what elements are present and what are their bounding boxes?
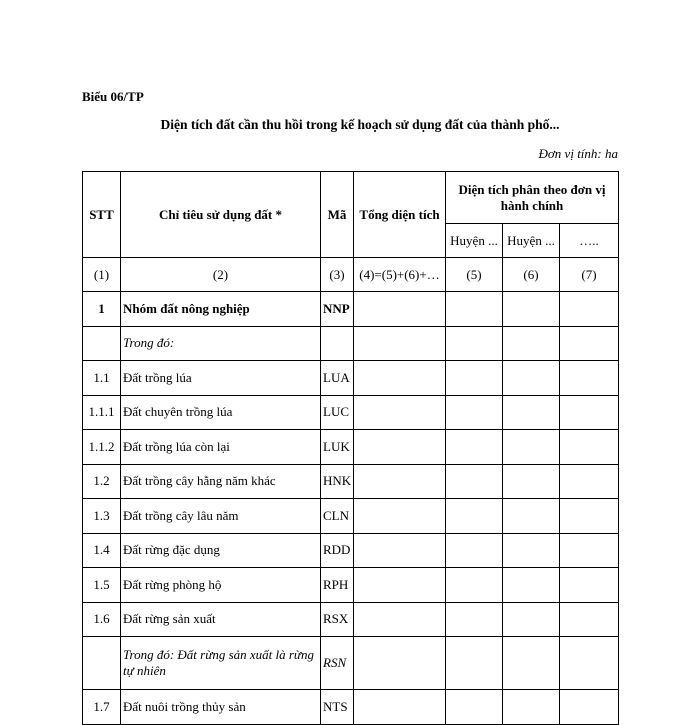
row-district-cell <box>446 499 503 534</box>
row-code: NTS <box>321 690 354 725</box>
row-district-cell <box>503 430 560 465</box>
row-indicator: Đất nuôi trồng thủy sản <box>121 690 321 725</box>
row-stt: 1.1.1 <box>83 395 121 430</box>
row-stt: 1.7 <box>83 690 121 725</box>
form-code: Biểu 06/TP <box>82 89 144 104</box>
row-district-cell <box>446 533 503 568</box>
table-row <box>83 568 619 603</box>
row-district-cell <box>446 395 503 430</box>
table-row <box>83 361 619 396</box>
row-stt: 1.2 <box>83 464 121 499</box>
row-total-cell <box>354 568 446 603</box>
row-district-cell <box>503 326 560 361</box>
row-district-cell <box>503 292 560 327</box>
row-code: LUK <box>321 430 354 465</box>
row-code: NNP <box>321 292 354 327</box>
row-total-cell <box>354 326 446 361</box>
table-row <box>83 602 619 637</box>
row-district-cell <box>560 326 619 361</box>
row-code: LUC <box>321 395 354 430</box>
row-district-cell <box>446 637 503 690</box>
row-total-cell <box>354 499 446 534</box>
row-code: HNK <box>321 464 354 499</box>
table-row <box>83 690 619 725</box>
header-code: Mã <box>321 172 354 258</box>
table-row <box>83 292 619 327</box>
row-district-cell <box>503 637 560 690</box>
column-number: (2) <box>121 258 321 292</box>
column-number: (5) <box>446 258 503 292</box>
row-total-cell <box>354 690 446 725</box>
row-stt: 1.6 <box>83 602 121 637</box>
row-indicator: Đất rừng đặc dụng <box>121 533 321 568</box>
row-district-cell <box>446 464 503 499</box>
header-district-more: ….. <box>560 224 619 258</box>
row-district-cell <box>446 690 503 725</box>
row-district-cell <box>560 533 619 568</box>
header-district-1: Huyện ... <box>446 224 503 258</box>
row-indicator: Trong đó: Đất rừng sản xuất là rừng tự nhiên <box>121 637 321 690</box>
row-district-cell <box>503 499 560 534</box>
table-row <box>83 326 619 361</box>
land-recovery-table <box>82 171 619 725</box>
row-district-cell <box>446 292 503 327</box>
row-district-cell <box>446 430 503 465</box>
row-district-cell <box>560 602 619 637</box>
row-district-cell <box>503 361 560 396</box>
row-district-cell <box>560 637 619 690</box>
row-district-cell <box>503 464 560 499</box>
header-stt: STT <box>83 172 121 258</box>
row-indicator: Đất rừng sản xuất <box>121 602 321 637</box>
row-total-cell <box>354 361 446 396</box>
row-indicator: Nhóm đất nông nghiệp <box>121 292 321 327</box>
row-district-cell <box>560 292 619 327</box>
header-indicator: Chỉ tiêu sử dụng đất * <box>121 172 321 258</box>
row-total-cell <box>354 602 446 637</box>
row-district-cell <box>560 499 619 534</box>
row-indicator: Trong đó: <box>121 326 321 361</box>
row-district-cell <box>446 602 503 637</box>
document-title: Diện tích đất cần thu hồi trong kế hoạch sử dụng đất của thành phố... <box>160 117 560 132</box>
row-district-cell <box>560 430 619 465</box>
row-code: RSX <box>321 602 354 637</box>
row-stt <box>83 326 121 361</box>
row-stt: 1 <box>83 292 121 327</box>
row-code: CLN <box>321 499 354 534</box>
row-stt: 1.1.2 <box>83 430 121 465</box>
row-district-cell <box>560 568 619 603</box>
row-district-cell <box>560 464 619 499</box>
row-district-cell <box>446 361 503 396</box>
row-district-cell <box>446 326 503 361</box>
row-district-cell <box>446 568 503 603</box>
row-code: RSN <box>321 637 354 690</box>
table-row <box>83 464 619 499</box>
row-total-cell <box>354 637 446 690</box>
row-district-cell <box>503 602 560 637</box>
column-number: (1) <box>83 258 121 292</box>
row-stt: 1.1 <box>83 361 121 396</box>
header-admin-breakdown: Diện tích phân theo đơn vị hành chính <box>446 172 619 224</box>
row-district-cell <box>503 690 560 725</box>
row-district-cell <box>503 533 560 568</box>
row-indicator: Đất trồng cây lâu năm <box>121 499 321 534</box>
row-indicator: Đất rừng phòng hộ <box>121 568 321 603</box>
row-stt: 1.3 <box>83 499 121 534</box>
row-code: RPH <box>321 568 354 603</box>
row-code: RDD <box>321 533 354 568</box>
table-row <box>83 430 619 465</box>
row-indicator: Đất trồng cây hằng năm khác <box>121 464 321 499</box>
row-total-cell <box>354 533 446 568</box>
row-total-cell <box>354 395 446 430</box>
row-district-cell <box>560 690 619 725</box>
column-number: (7) <box>560 258 619 292</box>
row-district-cell <box>560 361 619 396</box>
row-stt: 1.5 <box>83 568 121 603</box>
row-stt: 1.4 <box>83 533 121 568</box>
table-row <box>83 499 619 534</box>
row-total-cell <box>354 464 446 499</box>
row-district-cell <box>503 395 560 430</box>
row-indicator: Đất chuyên trồng lúa <box>121 395 321 430</box>
column-number: (3) <box>321 258 354 292</box>
column-number: (6) <box>503 258 560 292</box>
row-total-cell <box>354 292 446 327</box>
header-total-area: Tổng diện tích <box>354 172 446 258</box>
table-row <box>83 533 619 568</box>
row-indicator: Đất trồng lúa còn lại <box>121 430 321 465</box>
unit-label: Đơn vị tính: ha <box>538 146 618 161</box>
row-district-cell <box>560 395 619 430</box>
row-stt <box>83 637 121 690</box>
row-code <box>321 326 354 361</box>
column-number: (4)=(5)+(6)+… <box>354 258 446 292</box>
row-code: LUA <box>321 361 354 396</box>
table-row <box>83 637 619 690</box>
table-row <box>83 395 619 430</box>
header-district-2: Huyện ... <box>503 224 560 258</box>
row-total-cell <box>354 430 446 465</box>
row-district-cell <box>503 568 560 603</box>
row-indicator: Đất trồng lúa <box>121 361 321 396</box>
